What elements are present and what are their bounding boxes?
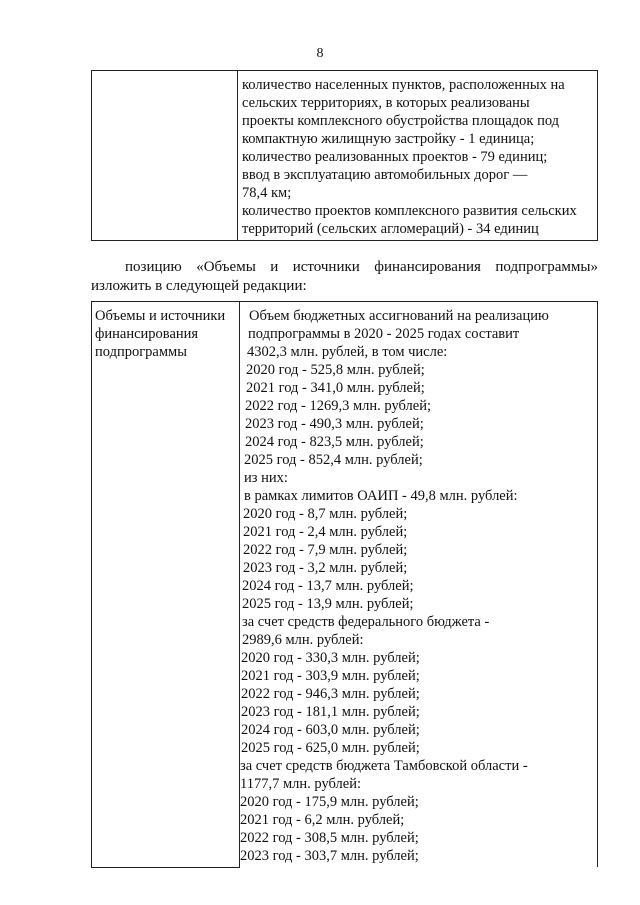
table-row [92, 302, 598, 868]
text-line: 2021 год - 303,9 млн. рублей; [241, 668, 420, 684]
text-line: из них: [244, 470, 288, 486]
financing-label [95, 307, 237, 361]
text-line: количество реализованных проектов - 79 единиц; [242, 149, 548, 165]
text-line: 2025 год - 625,0 млн. рублей; [241, 740, 420, 756]
paragraph-line: позицию «Объемы и источники финансирования подпрограммы» [125, 259, 598, 275]
indicators-text [242, 76, 595, 238]
text-line: за счет средств федерального бюджета - [242, 614, 490, 630]
table-cell-value [240, 302, 598, 868]
text-line: 2021 год - 341,0 млн. рублей; [246, 380, 425, 396]
text-line: в рамках лимитов ОАИП - 49,8 млн. рублей: [244, 488, 518, 504]
text-line: подпрограммы в 2020 - 2025 годах составит [248, 326, 520, 342]
table-indicators [91, 70, 598, 241]
table-cell-left [92, 71, 238, 241]
text-line: количество населенных пунктов, расположенных на [242, 77, 565, 93]
text-line: 2025 год - 13,9 млн. рублей; [242, 596, 414, 612]
text-line: 78,4 км; [242, 185, 292, 201]
text-line: 2023 год - 490,3 млн. рублей; [245, 416, 424, 432]
text-line: 2023 год - 181,1 млн. рублей; [241, 704, 420, 720]
text-line: подпрограммы [95, 344, 187, 360]
text-line: 2022 год - 308,5 млн. рублей; [240, 830, 419, 846]
text-line: ввод в эксплуатацию автомобильных дорог — [242, 167, 528, 183]
text-line: компактную жилищную застройку - 1 единица; [242, 131, 535, 147]
text-line: 2022 год - 946,3 млн. рублей; [241, 686, 420, 702]
text-line: 2021 год - 6,2 млн. рублей; [240, 812, 405, 828]
text-line: проекты комплексного обустройства площадок под [242, 113, 560, 129]
text-line: 2024 год - 603,0 млн. рублей; [241, 722, 420, 738]
text-line: Объемы и источники [95, 308, 226, 324]
text-line: 2023 год - 3,2 млн. рублей; [243, 560, 408, 576]
text-line: за счет средств бюджета Тамбовской области - [240, 758, 528, 774]
text-line: 2020 год - 330,3 млн. рублей; [241, 650, 420, 666]
page-number: 8 [316, 46, 324, 61]
table-cell-label [92, 302, 240, 868]
text-line: 2020 год - 8,7 млн. рублей; [243, 506, 408, 522]
text-line: Объем бюджетных ассигнований на реализацию [249, 308, 549, 324]
text-line: 2023 год - 303,7 млн. рублей; [240, 848, 419, 864]
table-financing [91, 301, 598, 868]
text-line: 4302,3 млн. рублей, в том числе: [247, 344, 448, 360]
text-line: 2024 год - 823,5 млн. рублей; [245, 434, 424, 450]
text-line: количество проектов комплексного развития сельских [242, 203, 577, 219]
instruction-paragraph [91, 258, 598, 296]
text-line: 2989,6 млн. рублей: [242, 632, 364, 648]
text-line: 2020 год - 175,9 млн. рублей; [240, 794, 419, 810]
text-line: территорий (сельских агломераций) - 34 единиц [242, 221, 539, 237]
text-line: 2022 год - 1269,3 млн. рублей; [245, 398, 432, 414]
text-line: 2024 год - 13,7 млн. рублей; [242, 578, 414, 594]
text-line: 2021 год - 2,4 млн. рублей; [243, 524, 408, 540]
text-line: финансирования [95, 326, 199, 342]
text-line: 2022 год - 7,9 млн. рублей; [243, 542, 408, 558]
text-line: 2020 год - 525,8 млн. рублей; [246, 362, 425, 378]
text-line: 1177,7 млн. рублей: [240, 776, 361, 792]
financing-text [240, 307, 595, 865]
table-row [92, 71, 598, 241]
paragraph-line: изложить в следующей редакции: [91, 278, 307, 294]
table-cell-right [238, 71, 598, 241]
text-line: 2025 год - 852,4 млн. рублей; [244, 452, 423, 468]
text-line: сельских территориях, в которых реализованы [242, 95, 530, 111]
